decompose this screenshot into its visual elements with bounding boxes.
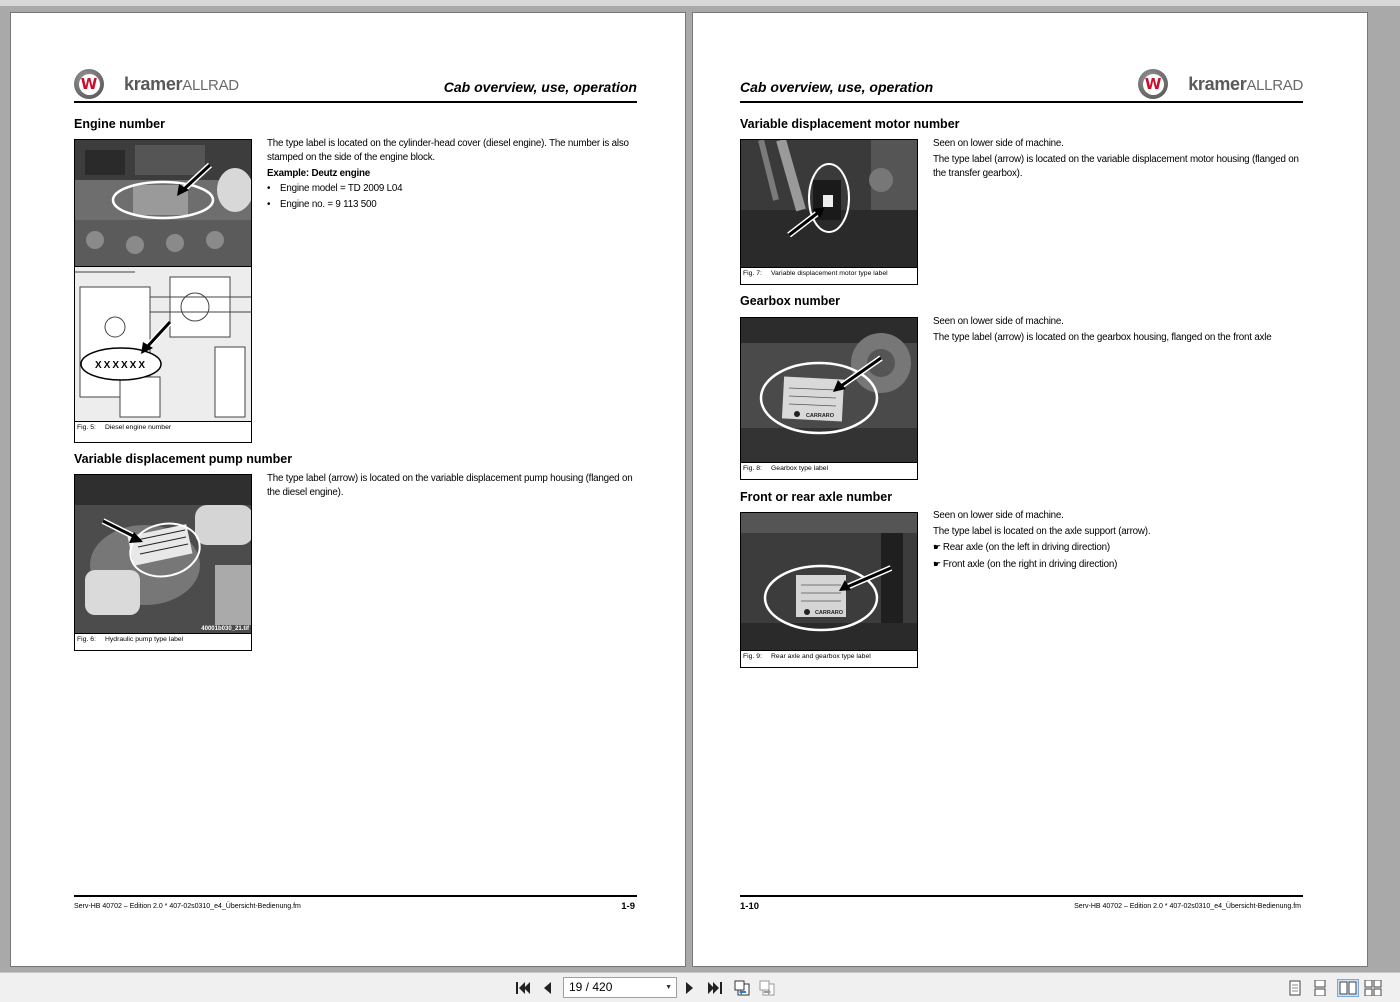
go-back-view-icon[interactable] [733, 979, 751, 997]
page-footer-rule [74, 895, 637, 897]
page-number: 1-10 [740, 901, 760, 912]
previous-page-icon[interactable] [538, 979, 556, 997]
window-top-strip [0, 0, 1400, 6]
figure-caption: Fig. 8: Gearbox type label [743, 465, 829, 472]
figure-gearbox-type-label [740, 317, 918, 480]
last-page-icon[interactable] [706, 979, 724, 997]
document-page-right [692, 12, 1368, 967]
engine-top-photo [75, 140, 251, 267]
page-header-title: Cab overview, use, operation [740, 79, 934, 95]
continuous-view-icon[interactable] [1311, 979, 1329, 997]
svg-text:XXXXXX: XXXXXX [94, 360, 148, 371]
section-heading: Variable displacement motor number [740, 117, 960, 131]
footer-document-reference: Serv-HB 40702 – Edition 2.0 * 407-02s0310_e4_Übersicht-Bedienung.fm [1074, 903, 1301, 910]
figure-axle-type-label [740, 512, 918, 668]
page-dropdown-icon[interactable]: ▼ [665, 984, 672, 991]
page-header [74, 69, 637, 103]
figure-caption: Fig. 6: Hydraulic pump type label [77, 636, 184, 643]
first-page-icon[interactable] [514, 979, 532, 997]
figure-motor-type-label [740, 139, 918, 285]
figure-caption: Fig. 5: Diesel engine number [77, 424, 172, 431]
gearbox-photo [741, 318, 917, 463]
single-page-view-icon[interactable] [1286, 979, 1304, 997]
document-page-left [10, 12, 686, 967]
svg-text:CARRARO: CARRARO [805, 413, 835, 419]
footer-document-reference: Serv-HB 40702 – Edition 2.0 * 407-02s0310_e4_Übersicht-Bedienung.fm [74, 903, 301, 910]
page-number: 1-9 [621, 901, 635, 912]
brand-wordmark: kramerALLRAD [1188, 73, 1303, 94]
go-forward-view-icon[interactable] [758, 979, 776, 997]
viewer-toolbar [0, 972, 1400, 1002]
motor-number-text: Seen on lower side of machine. The type label (arrow) is located on the variable displacement motor housing (flanged on the transfer gearbox). [933, 138, 1299, 179]
w-logo-icon: W [1138, 69, 1168, 99]
figure-hydraulic-pump-type-label [74, 474, 252, 651]
page-number-input[interactable]: 19 / 420 ▼ [563, 977, 677, 998]
pump-photo [75, 475, 251, 634]
section-heading: Variable displacement pump number [74, 452, 293, 466]
figure-caption: Fig. 9: Rear axle and gearbox type label [743, 653, 871, 660]
section-heading: Engine number [74, 117, 165, 131]
kramer-logo [1138, 69, 1303, 99]
section-heading: Front or rear axle number [740, 490, 893, 504]
axle-number-text: Seen on lower side of machine. The type label is located on the axle support (arrow). ☛ Rear axle (on the left in driving direction) ☛ Front axle (on the right in driving direction) [933, 509, 1303, 572]
w-logo-icon: W [74, 69, 104, 99]
engine-block-drawing [75, 267, 251, 422]
brand-wordmark: kramerALLRAD [124, 73, 239, 94]
svg-text:40001b030_21.tif: 40001b030_21.tif [201, 626, 249, 632]
page-header [740, 69, 1303, 103]
axle-photo [741, 513, 917, 651]
svg-text:CARRARO: CARRARO [814, 610, 844, 616]
section-heading: Gearbox number [740, 294, 841, 308]
figure-diesel-engine-number [74, 139, 252, 443]
next-page-icon[interactable] [681, 979, 699, 997]
two-page-continuous-view-icon[interactable] [1364, 979, 1382, 997]
page-header-title: Cab overview, use, operation [443, 79, 637, 95]
gearbox-number-text: Seen on lower side of machine. The type label (arrow) is located on the gearbox housing, flanged on the front axle [933, 316, 1272, 343]
figure-caption: Fig. 7: Variable displacement motor type label [743, 270, 888, 277]
pump-number-text: The type label (arrow) is located on the variable displacement pump housing (flanged on the diesel engine). [267, 473, 633, 498]
two-page-view-icon[interactable] [1337, 979, 1359, 997]
motor-photo [741, 140, 917, 268]
kramer-logo [74, 69, 239, 99]
engine-number-text: The type label is located on the cylinder-head cover (diesel engine). The number is also stamped on the side of the engine block. Example: Deutz engine • Engine model = TD 2009 L04 • Engine no. = 9 113 500 [267, 137, 637, 212]
page-footer-rule [740, 895, 1303, 897]
